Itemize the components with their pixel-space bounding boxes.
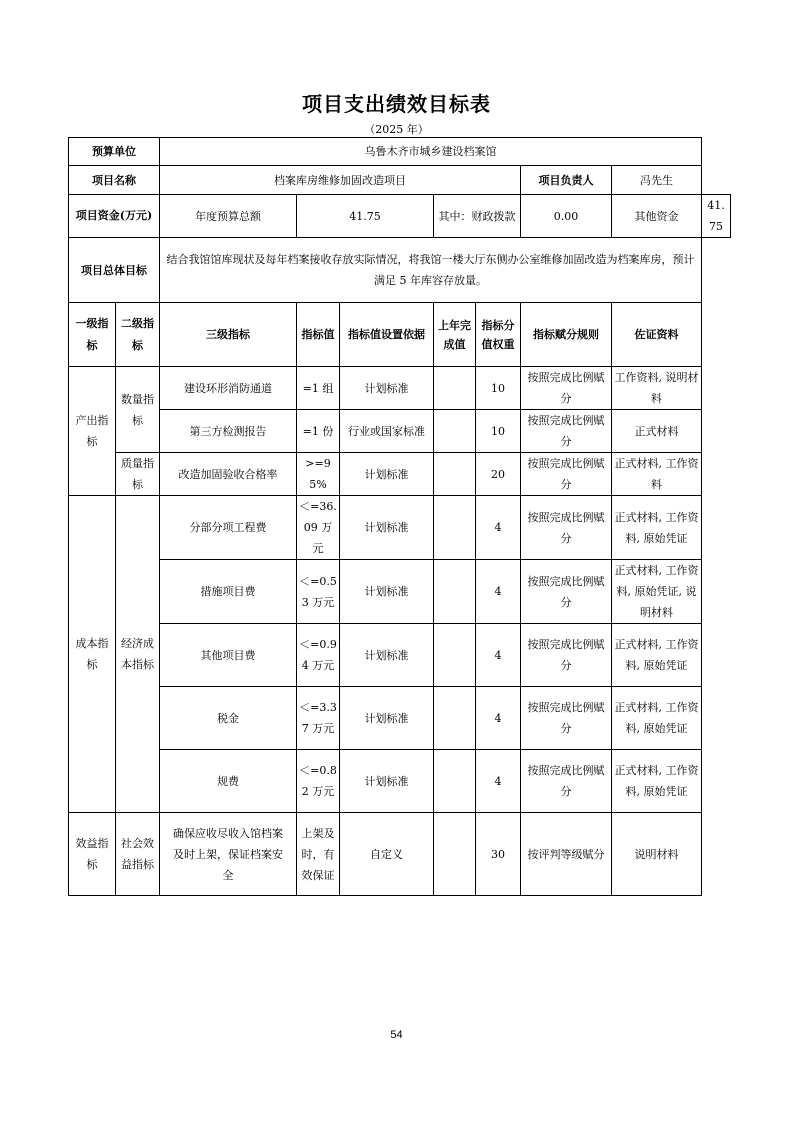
budget-unit-label: 预算单位 bbox=[69, 138, 160, 166]
row-value: ＜=0.82 万元 bbox=[297, 750, 340, 813]
row-evidence: 说明材料 bbox=[612, 813, 702, 896]
row-evidence: 正式材料, 工作资料, 原始凭证 bbox=[612, 750, 702, 813]
row-evidence: 工作资料, 说明材料 bbox=[612, 367, 702, 410]
row-basis: 计划标准 bbox=[340, 496, 434, 560]
row-weight: 4 bbox=[476, 624, 521, 687]
person-in-charge-value: 冯先生 bbox=[612, 166, 702, 195]
row-name: 措施项目费 bbox=[160, 560, 297, 624]
column-header-row bbox=[69, 303, 731, 367]
row-rule: 按照完成比例赋分 bbox=[521, 750, 612, 813]
col-evidence: 佐证资料 bbox=[612, 303, 702, 367]
row-value: ＜=3.37 万元 bbox=[297, 687, 340, 750]
col-level2: 二级指标 bbox=[116, 303, 160, 367]
col-weight: 指标分值权重 bbox=[476, 303, 521, 367]
project-funds-label: 项目资金(万元) bbox=[69, 195, 160, 238]
row-value: ＜=0.53 万元 bbox=[297, 560, 340, 624]
row-basis: 行业或国家标准 bbox=[340, 410, 434, 453]
overall-goal-text: 结合我馆馆库现状及每年档案接收存放实际情况，将我馆一楼大厅东侧办公室维修加固改造为档案库房，预计满足 5 年库容存放量。 bbox=[160, 238, 702, 303]
project-name-label: 项目名称 bbox=[69, 166, 160, 195]
budget-unit-row bbox=[69, 138, 731, 166]
other-funds-value: 41.75 bbox=[702, 195, 731, 238]
row-last-year bbox=[434, 750, 476, 813]
row-name: 改造加固验收合格率 bbox=[160, 453, 297, 496]
row-value: =1 份 bbox=[297, 410, 340, 453]
row-weight: 30 bbox=[476, 813, 521, 896]
table-row bbox=[69, 624, 731, 687]
overall-goal-row bbox=[69, 238, 731, 303]
row-basis: 自定义 bbox=[340, 813, 434, 896]
row-evidence: 正式材料, 工作资料, 原始凭证 bbox=[612, 496, 702, 560]
table-row bbox=[69, 496, 731, 560]
group-output: 产出指标 bbox=[69, 367, 116, 496]
table-row bbox=[69, 813, 731, 896]
col-rule: 指标赋分规则 bbox=[521, 303, 612, 367]
row-weight: 20 bbox=[476, 453, 521, 496]
row-name: 税金 bbox=[160, 687, 297, 750]
page-number: 54 bbox=[390, 1029, 403, 1041]
row-name: 确保应收尽收入馆档案及时上架，保证档案安全 bbox=[160, 813, 297, 896]
group-quality: 质量指标 bbox=[116, 453, 160, 496]
row-rule: 按照完成比例赋分 bbox=[521, 624, 612, 687]
row-rule: 按照完成比例赋分 bbox=[521, 453, 612, 496]
row-basis: 计划标准 bbox=[340, 687, 434, 750]
row-name: 分部分项工程费 bbox=[160, 496, 297, 560]
project-funds-row bbox=[69, 195, 731, 238]
row-last-year bbox=[434, 560, 476, 624]
row-weight: 4 bbox=[476, 687, 521, 750]
page-title: 项目支出绩效目标表 bbox=[302, 92, 491, 116]
table-row bbox=[69, 410, 731, 453]
overall-goal-label: 项目总体目标 bbox=[69, 238, 160, 303]
row-evidence: 正式材料, 工作资料 bbox=[612, 453, 702, 496]
row-value: 上架及时，有效保证 bbox=[297, 813, 340, 896]
budget-unit-value: 乌鲁木齐市城乡建设档案馆 bbox=[160, 138, 702, 166]
col-level3: 三级指标 bbox=[160, 303, 297, 367]
row-rule: 按照完成比例赋分 bbox=[521, 367, 612, 410]
row-name: 其他项目费 bbox=[160, 624, 297, 687]
row-evidence: 正式材料 bbox=[612, 410, 702, 453]
table-row bbox=[69, 687, 731, 750]
group-social-benefit: 社会效益指标 bbox=[116, 813, 160, 896]
row-weight: 4 bbox=[476, 750, 521, 813]
row-name: 规费 bbox=[160, 750, 297, 813]
row-rule: 按评判等级赋分 bbox=[521, 813, 612, 896]
row-last-year bbox=[434, 367, 476, 410]
row-last-year bbox=[434, 453, 476, 496]
row-weight: 10 bbox=[476, 410, 521, 453]
col-last-year: 上年完成值 bbox=[434, 303, 476, 367]
row-weight: 4 bbox=[476, 496, 521, 560]
row-last-year bbox=[434, 687, 476, 750]
group-quantity: 数量指标 bbox=[116, 367, 160, 453]
col-basis: 指标值设置依据 bbox=[340, 303, 434, 367]
col-value: 指标值 bbox=[297, 303, 340, 367]
table-row bbox=[69, 560, 731, 624]
row-basis: 计划标准 bbox=[340, 560, 434, 624]
person-in-charge-label: 项目负责人 bbox=[521, 166, 612, 195]
other-funds-label: 其他资金 bbox=[612, 195, 702, 238]
row-evidence: 正式材料, 工作资料, 原始凭证 bbox=[612, 687, 702, 750]
row-basis: 计划标准 bbox=[340, 750, 434, 813]
row-weight: 10 bbox=[476, 367, 521, 410]
project-name-row bbox=[69, 166, 731, 195]
year-caption: （2025 年） bbox=[364, 123, 429, 136]
row-value: ＜=0.94 万元 bbox=[297, 624, 340, 687]
row-weight: 4 bbox=[476, 560, 521, 624]
annual-budget-label: 年度预算总额 bbox=[160, 195, 297, 238]
row-name: 建设环形消防通道 bbox=[160, 367, 297, 410]
table-row bbox=[69, 750, 731, 813]
row-evidence: 正式材料, 工作资料, 原始凭证 bbox=[612, 624, 702, 687]
row-rule: 按照完成比例赋分 bbox=[521, 687, 612, 750]
row-value: >=95% bbox=[297, 453, 340, 496]
group-cost: 成本指标 bbox=[69, 496, 116, 813]
table-row bbox=[69, 453, 731, 496]
row-last-year bbox=[434, 410, 476, 453]
group-benefit: 效益指标 bbox=[69, 813, 116, 896]
row-last-year bbox=[434, 624, 476, 687]
row-basis: 计划标准 bbox=[340, 367, 434, 410]
fiscal-funds-value: 0.00 bbox=[521, 195, 612, 238]
row-value: =1 组 bbox=[297, 367, 340, 410]
row-rule: 按照完成比例赋分 bbox=[521, 560, 612, 624]
row-rule: 按照完成比例赋分 bbox=[521, 496, 612, 560]
row-last-year bbox=[434, 813, 476, 896]
row-value: ＜=36.09 万元 bbox=[297, 496, 340, 560]
annual-budget-value: 41.75 bbox=[297, 195, 434, 238]
fiscal-funds-label: 其中：财政拨款 bbox=[434, 195, 521, 238]
row-basis: 计划标准 bbox=[340, 624, 434, 687]
project-name-value: 档案库房维修加固改造项目 bbox=[160, 166, 521, 195]
table-row bbox=[69, 367, 731, 410]
row-evidence: 正式材料, 工作资料, 原始凭证, 说明材料 bbox=[612, 560, 702, 624]
col-level1: 一级指标 bbox=[69, 303, 116, 367]
row-last-year bbox=[434, 496, 476, 560]
row-rule: 按照完成比例赋分 bbox=[521, 410, 612, 453]
row-basis: 计划标准 bbox=[340, 453, 434, 496]
row-name: 第三方检测报告 bbox=[160, 410, 297, 453]
performance-target-table bbox=[68, 137, 731, 896]
group-economic-cost: 经济成本指标 bbox=[116, 496, 160, 813]
